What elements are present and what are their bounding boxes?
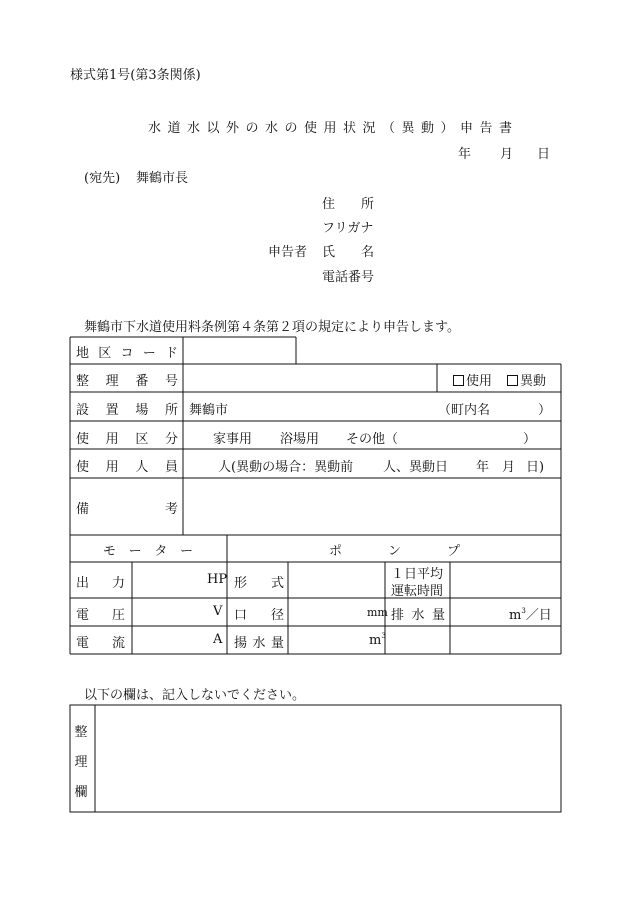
usage-other-close: ） [523, 432, 537, 447]
reference-number-label: 整 理 番 号 [76, 374, 178, 389]
pump-header: ポ ン プ [329, 544, 460, 559]
bore-label: 口 径 [234, 608, 284, 623]
usage-bath: 浴場用 [280, 432, 320, 447]
current-label: 電 流 [76, 636, 125, 651]
date-day-label: 日 [537, 147, 551, 162]
bore-unit: mm [367, 606, 388, 619]
office-use-label: 整 理 欄 [74, 725, 88, 800]
current-unit: A [213, 632, 223, 647]
location-city: 舞鶴市 [189, 403, 229, 418]
checkbox-icon [507, 375, 518, 386]
location-label: 設 置 場 所 [76, 403, 178, 418]
output-label: 出 力 [76, 576, 125, 591]
voltage-unit: V [213, 604, 223, 619]
usage-other: その他（ [346, 432, 399, 447]
motor-header: モ ー タ ー [103, 544, 193, 559]
model-label: 形 式 [234, 576, 284, 591]
users-year: 年 [476, 460, 490, 475]
usage-checkbox[interactable]: 使用 [453, 370, 492, 389]
daily-average-label-2: 運転時間 [391, 584, 444, 599]
daily-average-label-1: １日平均 [391, 567, 444, 582]
users-month: 月 [502, 460, 516, 475]
users-before: 人、異動日 [383, 460, 449, 475]
usage-type-label: 使 用 区 分 [76, 432, 178, 447]
date-year-label: 年 [458, 147, 472, 162]
address-label: 住 所 [322, 197, 374, 212]
date-month-label: 月 [500, 147, 514, 162]
phone-label: 電話番号 [322, 270, 375, 285]
district-code-label: 地 区 コ ー ド [76, 346, 178, 361]
usage-household: 家事用 [213, 432, 253, 447]
name-label: 氏 名 [322, 245, 374, 260]
remarks-label: 備 考 [76, 502, 178, 517]
addressee-label: (宛先) [84, 171, 121, 186]
output-unit: HP [207, 572, 228, 587]
users-label: 使 用 人 員 [76, 460, 178, 475]
discharge-unit: $m^3/$日 [509, 607, 552, 623]
users-text: 人(異動の場合：異動前 [218, 460, 354, 475]
document-title: 水道水以外の水の使用状況（異動）申告書 [148, 121, 519, 136]
discharge-label: 排 水 量 [391, 608, 445, 623]
rule-statement: 舞鶴市下水道使用料条例第４条第２項の規定により申告します。 [84, 320, 460, 335]
users-day: 日) [526, 460, 545, 475]
town-name-close: ） [538, 403, 552, 418]
declarant-label: 申告者 [268, 245, 308, 260]
change-checkbox[interactable]: 異動 [507, 370, 546, 389]
pumping-volume-label: 揚 水 量 [234, 636, 284, 651]
town-name-label: （町内名 [438, 403, 491, 418]
addressee: 舞鶴市長 [136, 171, 189, 186]
form-number: 様式第1号(第3条関係) [70, 68, 201, 83]
office-use-note: 以下の欄は、記入しないでください。 [84, 688, 306, 703]
voltage-label: 電 圧 [76, 608, 125, 623]
pumping-volume-unit: $m^3$ [369, 632, 386, 648]
checkbox-icon [453, 375, 464, 386]
furigana-label: フリガナ [322, 221, 374, 236]
